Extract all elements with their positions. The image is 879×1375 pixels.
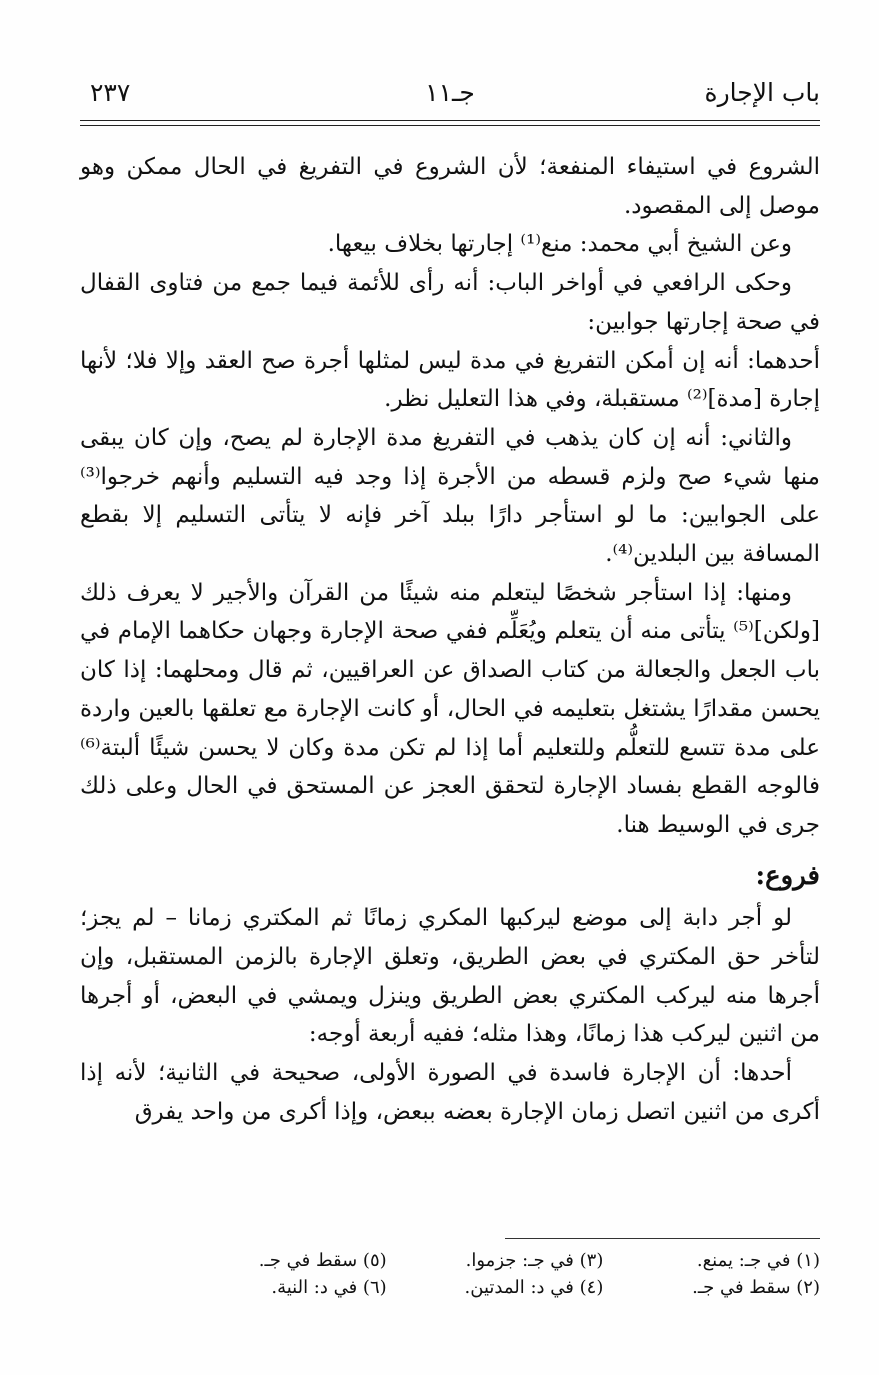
paragraph: ومنها: إذا استأجر شخصًا ليتعلم منه شيئًا من القرآن والأجير لا يعرف ذلك [ولكن]⁽⁵⁾ يتأتى منه أن يتعلم ويُعَلِّم ففي صحة الإجارة وجهان حكاهما الإمام في باب الجعل والجعالة من كتاب الصداق عن العراقيين، ثم قال ومحلهما: إذا كان يحسن مقدارًا يشتغل بتعليمه في الحال، أو كانت الإجارة مع تعلقها بالعين واردة على مدة تتسع للتعلُّم وللتعليم أما إذا لم تكن مدة وكان لا يحسن شيئًا ألبتة⁽⁶⁾ فالوجه القطع بفساد الإجارة لتحقق العجز عن المستحق في الحال وعلى ذلك جرى في الوسيط هنا. [80, 579, 820, 838]
paragraph: أحدهما: أنه إن أمكن التفريغ في مدة ليس لمثلها أجرة صح العقد وإلا فلا؛ لأنها إجارة [مدة]⁽²⁾ مستقبلة، وفي هذا التعليل نظر. [80, 347, 820, 413]
header-rule-bottom [80, 125, 820, 126]
footnote: (٦) في د: النية. [271, 1277, 387, 1298]
footnote: (٢) سقط في جـ. [692, 1277, 820, 1298]
footnotes [170, 1250, 820, 1298]
footnote: (٥) سقط في جـ. [258, 1250, 387, 1271]
section-heading: فروع: [755, 860, 820, 891]
paragraph: والثاني: أنه إن كان يذهب في التفريغ مدة الإجارة لم يصح، وإن كان يبقى منها شيء صح ولزم قسطه من الأجرة إذا وجد فيه التسليم وأنهم خرجوا⁽³⁾ على الجوابين: ما لو استأجر دارًا ببلد آخر فإنه لا يتأتى التسليم إلا بقطع المسافة بين البلدين⁽⁴⁾. [80, 424, 820, 568]
header-rule-top [80, 120, 820, 121]
paragraph: لو أجر دابة إلى موضع ليركبها المكري زمانًا ثم المكتري زمانا – لم يجز؛ لتأخر حق المكتري في بعض الطريق، وتعلق الإجارة بالزمن المستقبل، وإن أجرها منه ليركب المكتري بعض الطريق وينزل ويمشي في البعض، أو أجرها من اثنين ليركب هذا زمانًا، وهذا مثله؛ ففيه أربعة أوجه: [80, 905, 820, 1048]
main-text [80, 148, 820, 1132]
paragraph: وحكى الرافعي في أواخر الباب: أنه رأى للأئمة فيما جمع من فتاوى القفال في صحة إجارتها جوابين: [80, 270, 820, 335]
page-header [80, 78, 820, 114]
paragraph: وعن الشيخ أبي محمد: منع⁽¹⁾ إجارتها بخلاف بيعها. [327, 231, 792, 258]
footnote: (٣) في جـ: جزموا. [465, 1250, 604, 1271]
page-number: ٢٣٧ [90, 78, 131, 107]
paragraph: الشروع في استيفاء المنفعة؛ لأن الشروع في التفريغ في الحال ممكن وهو موصل إلى المقصود. [80, 154, 820, 219]
footnote: (٤) في د: المدتين. [464, 1277, 604, 1298]
paragraph: أحدها: أن الإجارة فاسدة في الصورة الأولى، صحيحة في الثانية؛ لأنه إذا أكرى من اثنين اتصل زمان الإجارة بعضه ببعض، وإذا أكرى من واحد يفرق [80, 1060, 820, 1125]
footnote-rule [505, 1238, 820, 1239]
chapter-title: باب الإجارة [704, 78, 820, 107]
volume-number: جـ١١ [425, 78, 475, 107]
book-page [80, 70, 820, 1330]
footnote: (١) في جـ: يمنع. [696, 1250, 820, 1271]
